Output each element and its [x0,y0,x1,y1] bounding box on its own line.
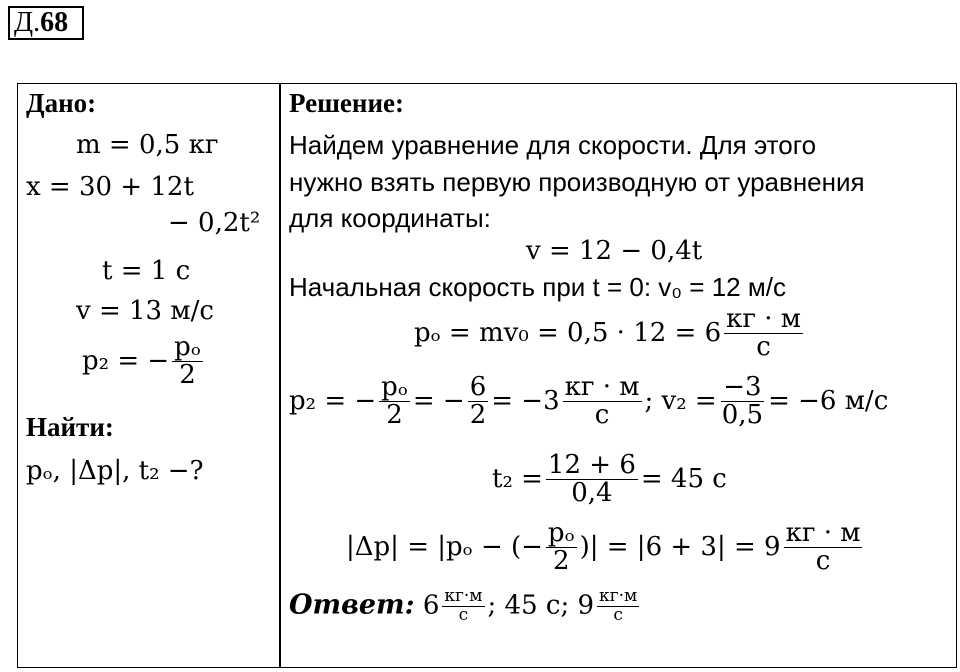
p2-f2-numerator: 6 [469,372,487,402]
p2-fraction-1 [379,374,410,430]
given-p2-numerator: pₒ [174,332,201,362]
given-p2-denominator: 2 [179,360,196,391]
solution-intro-line2: нужно взять первую производную от уравнения [289,167,865,197]
problem-prefix: Д. [14,7,41,38]
given-p2-left: p₂ = − [82,345,170,376]
p0-unit-numerator: кг · м [726,304,802,334]
problem-label [8,6,84,40]
dp-right: )| = |6 + 3| = 9 [579,531,781,562]
p0-left: pₒ = mv₀ = 0,5 · 12 = 6 [414,317,722,348]
dp-unit-fraction [784,520,863,576]
given-p2-fraction [172,334,203,390]
equation-t2 [492,452,727,508]
v2-part-e: = −6 м/с [768,385,889,416]
dp-fraction [546,520,577,576]
initial-speed-line: Начальная скорость при t = 0: v₀ = 12 м/с [289,272,786,302]
solution-intro-line1: Найдем уравнение для скорости. Для этого [289,130,817,160]
answer-label: Ответ: [289,589,415,621]
given-time: t = 1 с [102,256,191,286]
answer-line [289,588,642,625]
p2-part-c: = −3 [491,385,560,416]
answer-unit-numerator-2: кг·м [599,586,638,606]
equation-p0 [414,306,806,362]
answer-unit-denominator-1: с [458,604,469,625]
t2-denominator: 0,4 [571,478,613,509]
given-p2-relation [82,334,206,390]
problem-number: 68 [40,7,69,38]
t2-numerator: 12 + 6 [547,450,636,480]
answer-part-2: ; 45 с; 9 [487,590,595,621]
v2-numerator: −3 [723,372,762,402]
answer-unit-fraction-1 [442,588,484,625]
p2-part-d: ; v₂ = [644,385,717,416]
equation-p2-v2 [289,374,888,430]
given-heading: Дано: [26,88,97,118]
p2-f2-denominator: 2 [469,400,487,431]
find-heading: Найти: [26,412,114,442]
given-mass: m = 0,5 кг [76,130,219,160]
p0-unit-denominator: с [756,332,771,363]
v2-denominator: 0,5 [721,400,764,431]
t2-left: t₂ = [492,463,543,494]
given-coord-line2: − 0,2t² [168,208,261,238]
column-divider [279,84,281,667]
p2-part-a: p₂ = − [289,385,377,416]
answer-unit-denominator-2: с [613,604,623,625]
p2-unit-numerator: кг · м [564,372,640,402]
p2-f1-denominator: 2 [386,400,403,431]
solution-table [17,83,957,668]
p2-unit-fraction [563,374,642,430]
solution-intro-line3: для координаты: [289,203,491,233]
t2-right: = 45 с [640,463,727,494]
dp-unit-denominator: с [815,546,831,577]
v2-fraction [720,374,765,430]
answer-part-1: 6 [422,590,440,621]
p2-unit-denominator: с [594,400,610,431]
t2-fraction [546,452,638,508]
p2-fraction-2 [468,374,489,430]
given-velocity: v = 13 м/с [76,296,214,326]
equation-velocity: v = 12 − 0,4t [526,236,703,266]
answer-unit-numerator-1: кг·м [444,586,483,606]
p0-unit-fraction [724,306,803,362]
solution-heading: Решение: [289,88,404,118]
dp-unit-numerator: кг · м [785,518,861,548]
p2-f1-numerator: pₒ [381,372,408,402]
equation-delta-p [346,520,865,576]
find-value: pₒ, |Δp|, t₂ −? [26,456,204,486]
dp-numerator: pₒ [547,518,575,548]
answer-unit-fraction-2 [597,588,639,625]
dp-left: |Δp| = |pₒ − (− [346,531,543,562]
given-coord-line1: x = 30 + 12t [26,172,194,202]
dp-denominator: 2 [552,546,570,577]
p2-part-b: = − [412,385,465,416]
